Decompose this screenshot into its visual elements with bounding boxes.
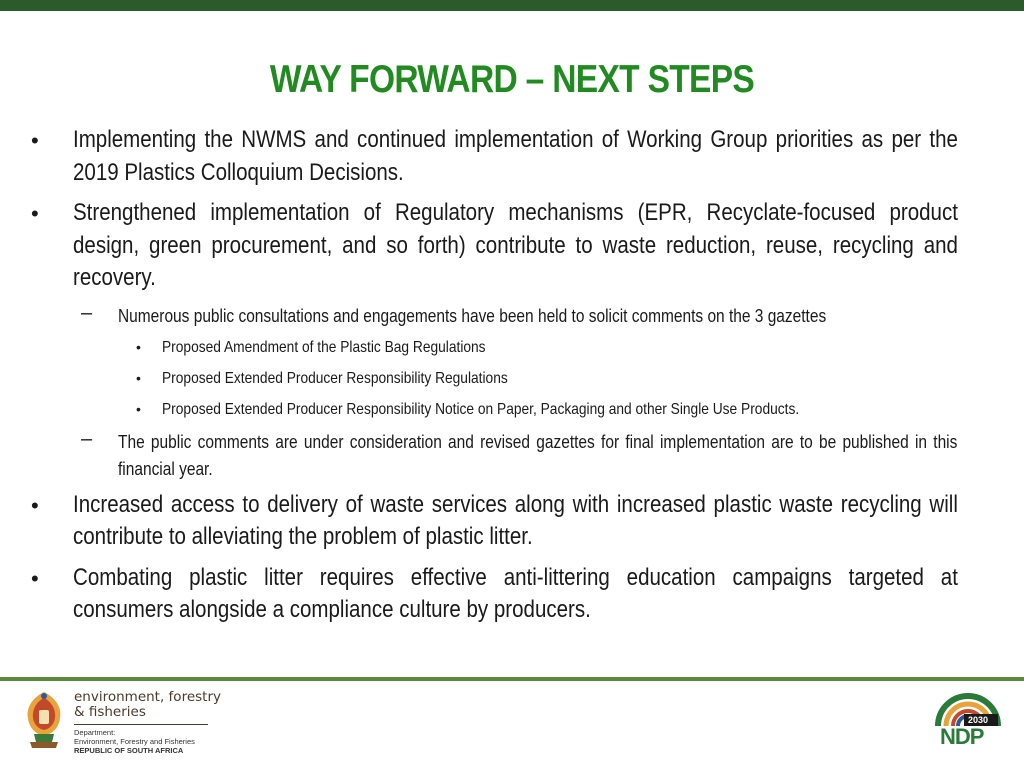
department-text — [74, 690, 221, 755]
slide-title: WAY FORWARD – NEXT STEPS — [269, 58, 755, 101]
bullet-marker: • — [31, 201, 39, 226]
bullet-text: Increased access to delivery of waste services along with increased plastic waste recycling will contribute to alleviating the problem of plastic litter. — [73, 490, 958, 550]
sub-bullet-item — [81, 303, 980, 330]
sub-sub-bullet-text: Proposed Extended Producer Responsibility Notice on Paper, Packaging and other Single Use Products. — [162, 400, 800, 418]
bullet-list — [28, 124, 980, 635]
bullet-item — [28, 562, 980, 627]
sub-sub-bullet-item — [136, 398, 980, 421]
bullet-marker: • — [31, 565, 39, 591]
brand-line-2: & fisheries — [74, 704, 146, 720]
ndp-year: 2030 — [968, 715, 989, 725]
dash-marker: – — [81, 301, 93, 324]
bullet-marker: • — [136, 369, 141, 386]
sub-sub-bullet-item — [136, 367, 980, 390]
sub-bullet-item — [81, 429, 980, 483]
bullet-text: Strengthened implementation of Regulatory mechanisms (EPR, Recyclate-focused product design, green procurement, and so forth) contribute to waste reduction, reuse, recycling and recovery. — [73, 199, 958, 291]
sub-sub-bullet-text: Proposed Amendment of the Plastic Bag Regulations — [162, 338, 486, 356]
coat-of-arms-icon — [22, 688, 66, 752]
sub-bullet-text: The public comments are under consideration and revised gazettes for final implementation are to be published in this financial year. — [118, 431, 958, 479]
ndp-logo — [934, 686, 1002, 752]
sub-sub-bullet-text: Proposed Extended Producer Responsibility Regulations — [162, 369, 508, 387]
sub-bullet-text: Numerous public consultations and engagements have been held to solicit comments on the 3 gazettes — [118, 305, 827, 326]
bullet-item — [28, 124, 980, 189]
brand-rule — [74, 724, 208, 725]
bullet-marker: • — [31, 492, 39, 518]
bullet-marker: • — [31, 128, 39, 153]
footer-divider — [0, 677, 1024, 681]
top-bar — [0, 0, 1024, 11]
bullet-item — [28, 489, 980, 554]
bullet-marker: • — [136, 400, 141, 417]
bullet-item — [28, 197, 980, 295]
dept-name: Environment, Forestry and Fisheries — [74, 737, 195, 746]
dash-marker: – — [81, 427, 93, 450]
bullet-text: Combating plastic litter requires effective anti-littering education campaigns targeted at consumers alongside a compliance culture by producers. — [73, 563, 958, 623]
sub-sub-bullet-item — [136, 336, 980, 359]
dept-label: Department: — [74, 728, 116, 737]
brand-line-1: environment, forestry — [74, 689, 221, 705]
bullet-marker: • — [136, 338, 141, 355]
department-logo — [22, 688, 222, 758]
bullet-text: Implementing the NWMS and continued implementation of Working Group priorities as per the 2019 Plastics Colloquium Decisions. — [73, 126, 958, 186]
ndp-wordmark: NDP — [940, 724, 984, 749]
country-name: REPUBLIC OF SOUTH AFRICA — [74, 746, 184, 755]
